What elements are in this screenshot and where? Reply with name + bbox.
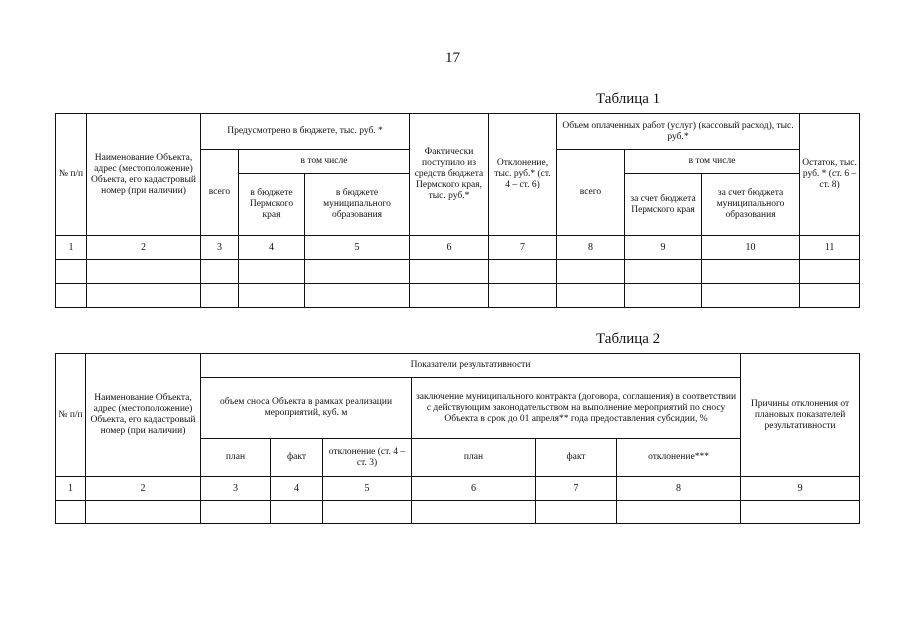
empty-cell: [625, 284, 702, 308]
t1-header-paid-perm: за счет бюджета Пермского края: [625, 174, 702, 236]
table1: [55, 113, 860, 308]
t2-col-number: 2: [86, 477, 201, 501]
t1-header-name: Наименование Объекта, адрес (местоположение) Объекта, его кадастровый номер (при наличии): [87, 114, 201, 236]
empty-cell: [410, 284, 489, 308]
t2-header-contract: заключение муниципального контракта (договора, соглашения) в соответствии с действующим законодательством на выполнение мероприятий по сносу Объекта в срок до 01 апреля** года предоставления субсидии, %: [412, 378, 741, 439]
t1-header-paid: Объем оплаченных работ (услуг) (кассовый расход), тыс. руб.*: [557, 114, 800, 150]
empty-cell: [201, 260, 239, 284]
t1-col-number: 7: [489, 236, 557, 260]
t2-col-number: 5: [323, 477, 412, 501]
empty-cell: [741, 501, 860, 524]
empty-cell: [271, 501, 323, 524]
t2-col-number: 6: [412, 477, 536, 501]
empty-cell: [800, 284, 860, 308]
t1-col-number: 8: [557, 236, 625, 260]
table1-caption: Таблица 1: [596, 91, 661, 107]
empty-cell: [557, 284, 625, 308]
t2-header-fact2: факт: [536, 439, 617, 477]
empty-cell: [201, 501, 271, 524]
empty-cell: [800, 260, 860, 284]
table2-caption: Таблица 2: [596, 331, 661, 347]
t2-header-indicators: Показатели результативности: [201, 354, 741, 378]
empty-cell: [56, 260, 87, 284]
t1-col-number: 2: [87, 236, 201, 260]
t1-header-incl: в том числе: [239, 150, 410, 174]
t1-header-total: всего: [201, 150, 239, 236]
t2-header-plan: план: [201, 439, 271, 477]
t1-col-number: 4: [239, 236, 305, 260]
t2-header-fact: факт: [271, 439, 323, 477]
table-row: [56, 260, 860, 284]
empty-cell: [86, 501, 201, 524]
t1-header-paid-incl: в том числе: [625, 150, 800, 174]
t2-header-num: № п/п: [56, 354, 86, 477]
t1-header-received: Фактически поступило из средств бюджета Пермского края, тыс. руб.*: [410, 114, 489, 236]
page-number: 17: [445, 50, 460, 66]
t2-header-plan2: план: [412, 439, 536, 477]
table2: [55, 353, 860, 524]
empty-cell: [87, 284, 201, 308]
empty-cell: [305, 284, 410, 308]
t1-number-row: [56, 236, 860, 260]
t1-col-number: 11: [800, 236, 860, 260]
empty-cell: [201, 284, 239, 308]
t2-header-deviation2: отклонение***: [617, 439, 741, 477]
t1-col-number: 10: [702, 236, 800, 260]
t1-col-number: 3: [201, 236, 239, 260]
empty-cell: [412, 501, 536, 524]
empty-cell: [617, 501, 741, 524]
t2-header-reasons: Причины отклонения от плановых показателей результативности: [741, 354, 860, 477]
t2-header-deviation: отклонение (ст. 4 – ст. 3): [323, 439, 412, 477]
empty-cell: [702, 260, 800, 284]
t1-header-paid-total: всего: [557, 150, 625, 236]
t1-header-paid-muni: за счет бюджета муниципального образования: [702, 174, 800, 236]
t1-header-rest: Остаток, тыс. руб. * (ст. 6 – ст. 8): [800, 114, 860, 236]
table-row: [56, 501, 860, 524]
t2-header-demolition: объем сноса Объекта в рамках реализации мероприятий, куб. м: [201, 378, 412, 439]
empty-cell: [239, 284, 305, 308]
t1-col-number: 9: [625, 236, 702, 260]
empty-cell: [323, 501, 412, 524]
empty-cell: [489, 284, 557, 308]
t1-col-number: 6: [410, 236, 489, 260]
t1-header-muni: в бюджете муниципального образования: [305, 174, 410, 236]
table-row: [56, 284, 860, 308]
empty-cell: [625, 260, 702, 284]
t2-col-number: 3: [201, 477, 271, 501]
empty-cell: [56, 284, 87, 308]
empty-cell: [305, 260, 410, 284]
t2-col-number: 1: [56, 477, 86, 501]
empty-cell: [56, 501, 86, 524]
empty-cell: [536, 501, 617, 524]
t1-col-number: 5: [305, 236, 410, 260]
t1-header-deviation: Отклонение, тыс. руб.* (ст. 4 – ст. 6): [489, 114, 557, 236]
t2-col-number: 7: [536, 477, 617, 501]
empty-cell: [557, 260, 625, 284]
empty-cell: [410, 260, 489, 284]
t1-header-perm: в бюджете Пермского края: [239, 174, 305, 236]
t1-col-number: 1: [56, 236, 87, 260]
t2-col-number: 8: [617, 477, 741, 501]
t2-col-number: 9: [741, 477, 860, 501]
empty-cell: [87, 260, 201, 284]
t1-header-planned: Предусмотрено в бюджете, тыс. руб. *: [201, 114, 410, 150]
t2-col-number: 4: [271, 477, 323, 501]
empty-cell: [489, 260, 557, 284]
empty-cell: [239, 260, 305, 284]
empty-cell: [702, 284, 800, 308]
t1-header-num: № п/п: [56, 114, 87, 236]
t2-number-row: [56, 477, 860, 501]
t2-header-name: Наименование Объекта, адрес (местоположение) Объекта, его кадастровый номер (при наличии): [86, 354, 201, 477]
